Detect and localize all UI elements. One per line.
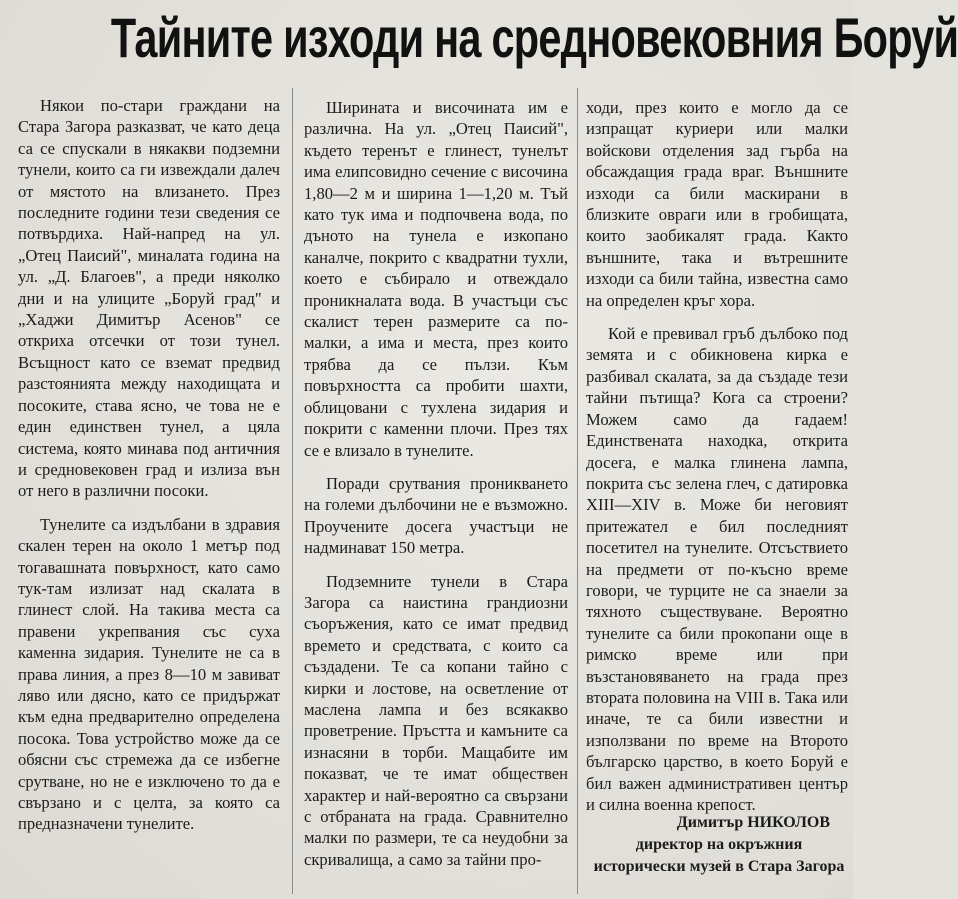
paragraph: Някои по-стари граждани на Стара Загора разказват, че като деца са се спускали в някакви подземни тунели, които са ги извеждали далеч от мястото на влизането. През последните години тези сведения се потвърдиха. Най-напред на ул. „Отец Паисий", миналата година на ул. „Д. Благоев", а преди няколко дни и на улиците „Боруй град" и „Хаджи Димитър Асенов" се откриха отсечки от този тунел. Всъщност като се вземат предвид разстоянията между находищата и посоките, става ясно, че това не е един единствен тунел, а цяла система, която минава под античния и средновековен град и излиза вън от него в различни посоки. xyxy=(18,96,280,501)
column-divider xyxy=(577,88,578,894)
paragraph: Тунелите са издълбани в здравия скален терен на около 1 метър под тогавашната повърхност, като само тук-там излизат над скалата в глинест слой. На такива места са правени укрепвания със суха каменна зидария. Тунелите не са в права линия, а през 8—10 м завиват ляво или дясно, като се придържат към една предварително определена посока. Това устройство може да се обясни със стремежа да се избегне срутване, но не е изключено то да е свързано и с целта, за която са предназначени тунелите. xyxy=(18,514,280,834)
paragraph: Подземните тунели в Стара Загора са наистина грандиозни съоръжения, като се имат предвид времето и средствата, с които са създадени. Те са копани тайно с кирки и лостове, на осветление от маслена лампа и без всякакво проветрение. Пръстта и камъните са изнасяни в торби. Мащабите им показват, че те имат обществен характер и най-вероятно са свързани с отбраната на града. Сравнително малки по размери, те са неудобни за скривалища, а само за тайни про- xyxy=(304,571,568,869)
author-title: директор на окръжния исторически музей в Стара Загора xyxy=(593,836,845,875)
article-column-2 xyxy=(304,97,568,897)
article-column-3 xyxy=(586,97,848,814)
author-signature xyxy=(590,812,848,878)
paragraph: Поради срутвания проникването на големи дълбочини не е възможно. Проучените досега участъци не надминават 150 метра. xyxy=(304,473,568,558)
paragraph: ходи, през които е могло да се изпращат куриери или малки войскови отделения зад гърба на обсаждащия града враг. Външните изходи са били маскирани в близките овраги или в гробищата, които заобикалят града. Както външните, така и вътрешните изходи са били тайна, известна само на определен кръг хора. xyxy=(586,98,848,310)
paragraph: Кой е превивал гръб дълбоко под земята и с обикновена кирка е разбивал скалата, за да създаде тези тайни пътища? Кога са строени? Можем само да гадаем! Единствената находка, открита досега, е малка глинена лампа, покрита със зелена глеч, с датировка XIII—XIV в. Може би неговият притежател е бил последният посетител на тунелите. Отсъствието на предмети от по-късно време говори, че турците не са знаели за тяхното съществуване. Вероятно тунелите са били прокопани още в римско време или при възстановяването на града през втората половина на VIII в. Така или иначе, те са били известни и използвани по време на Второто българско царство, в което Боруй е бил важен административен център и силна военна крепост. xyxy=(586,324,848,814)
author-name: Димитър НИКОЛОВ xyxy=(676,814,830,831)
paragraph: Ширината и височината им е различна. На ул. „Отец Паисий", където теренът е глинест, тунелът има елипсовидно сечение с височина 1,80—2 м и ширина 1—1,20 м. Тъй като тук има и подпочвена вода, по дъното на тунела е изкопано каналче, покрито с квадратни тухли, което е събирало и отвеждало проникналата вода. В участъци със скалист терен размерите са по-малки, а има и места, през които трябва да се пълзи. Към повърхността са пробити шахти, облицовани с тухлена зидария и покрити с каменни плочи. През тях се е влизало в тунелите. xyxy=(304,98,568,460)
article-column-1 xyxy=(18,95,280,895)
column-divider xyxy=(292,88,293,894)
headline: Тайните изходи на средновековния Боруй xyxy=(110,6,958,69)
